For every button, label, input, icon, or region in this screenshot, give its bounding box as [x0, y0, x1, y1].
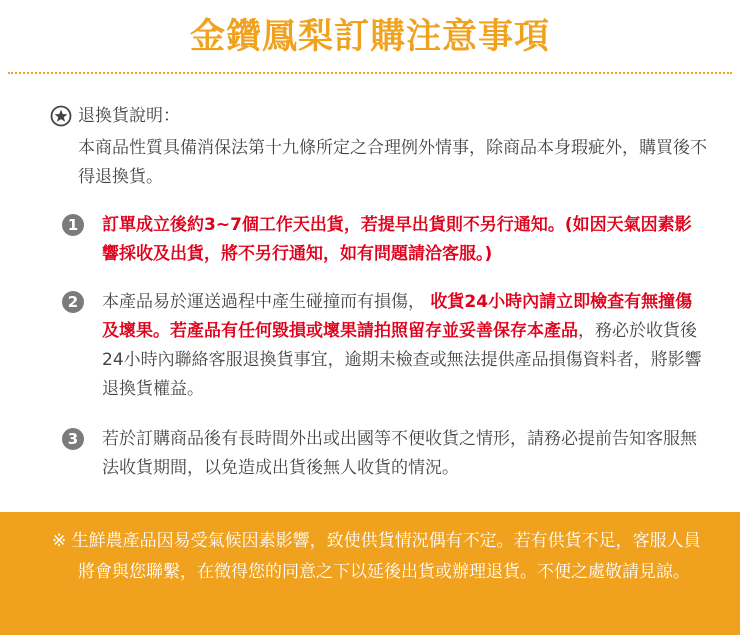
notice-item-2: [62, 288, 702, 404]
item-1-text: [102, 211, 702, 269]
footer-notice: [0, 512, 740, 635]
item-2-text-before: 本產品易於運送過程中產生碰撞而有損傷，: [102, 292, 431, 312]
returns-body: 本商品性質具備消保法第十九條所定之合理例外情事，除商品本身瑕疵外，購買後不得退換貨。: [78, 138, 707, 187]
number-3-icon: 3: [62, 428, 84, 450]
returns-heading: 退換貨說明：: [78, 106, 180, 126]
returns-section: [50, 103, 720, 192]
number-1-icon: 1: [62, 214, 84, 236]
number-2-icon: 2: [62, 291, 84, 313]
footer-notice-text: ※ 生鮮農產品因易受氣候因素影響，致使供貨情況偶有不定。若有供貨不足，客服人員將會與您聯繫，在徵得您的同意之下以延後出貨或辦理退貨。不便之處敬請見諒。: [52, 531, 701, 582]
page-title: 金鑽鳳梨訂購注意事項: [189, 16, 550, 57]
item-2-emphasis: 收貨24小時內請立即檢查有無撞傷及壞果。若產品有任何毀損或壞果請拍照留存並妥善保存本產品: [102, 292, 693, 341]
item-2-text-after: ，務必於收貨後24小時內聯絡客服退換貨事宜，逾期未檢查或無法提供產品損傷資料者，將影響退換貨權益。: [102, 321, 702, 399]
dotted-divider: [8, 72, 732, 74]
item-2-text: [102, 288, 702, 404]
item-3-text: [102, 425, 702, 483]
item-3-text-before: 若於訂購商品後有長時間外出或出國等不便收貨之情形，請務必提前告知客服無法收貨期間，以免造成出貨後無人收貨的情況。: [102, 429, 697, 478]
header: [0, 0, 740, 74]
star-icon: [50, 105, 72, 127]
notice-item-3: [62, 425, 702, 483]
notice-item-1: [62, 211, 702, 269]
item-1-emphasis: 訂單成立後約3~7個工作天出貨，若提早出貨則不另行通知。(如因天氣因素影響採收及出貨，將不另行通知，如有問題請洽客服。): [102, 215, 692, 264]
returns-heading-row: [50, 103, 720, 129]
